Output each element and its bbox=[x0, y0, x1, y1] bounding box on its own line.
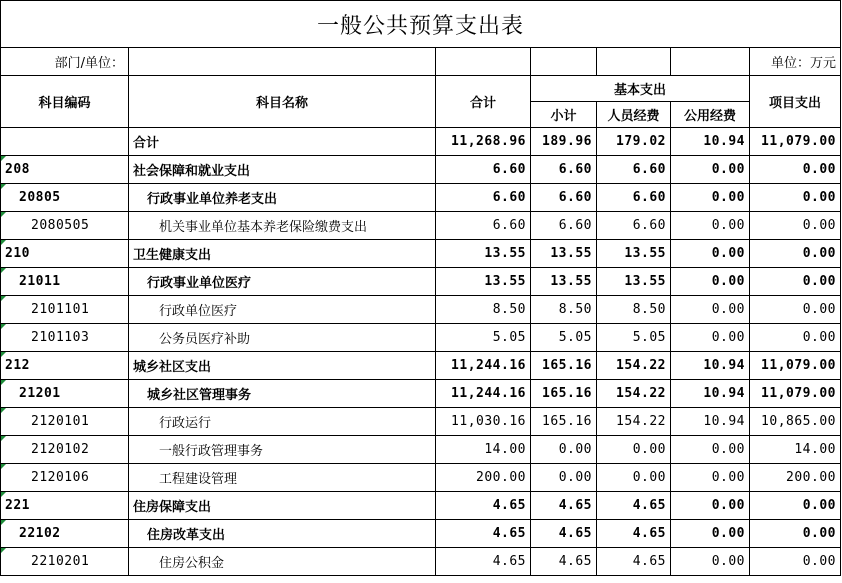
cell-name-text: 住房公积金 bbox=[159, 556, 225, 571]
error-indicator-icon bbox=[1, 520, 6, 525]
cell-name[interactable] bbox=[129, 156, 436, 184]
error-indicator-icon bbox=[1, 464, 6, 469]
cell-code-text: 2101101 bbox=[31, 302, 90, 317]
cell-code-text: 2210201 bbox=[31, 554, 90, 569]
cell-code[interactable] bbox=[1, 240, 129, 268]
cell-subtotal-text: 0.00 bbox=[558, 470, 592, 485]
cell-project[interactable] bbox=[750, 128, 841, 156]
cell-project[interactable] bbox=[750, 492, 841, 520]
cell-total-text: 4.65 bbox=[492, 498, 526, 513]
cell-public[interactable] bbox=[671, 268, 750, 296]
cell-public-text: 0.00 bbox=[711, 554, 745, 569]
cell-public[interactable] bbox=[671, 240, 750, 268]
cell-name[interactable] bbox=[129, 128, 436, 156]
cell-personnel[interactable] bbox=[597, 156, 671, 184]
cell-code[interactable] bbox=[1, 436, 129, 464]
table-row bbox=[1, 268, 841, 296]
table-row bbox=[1, 408, 841, 436]
cell-subtotal[interactable] bbox=[531, 492, 597, 520]
cell-project[interactable] bbox=[750, 464, 841, 492]
cell-project-text: 0.00 bbox=[802, 162, 836, 177]
cell-code[interactable] bbox=[1, 520, 129, 548]
cell-public-text: 0.00 bbox=[711, 190, 745, 205]
table-row bbox=[1, 520, 841, 548]
cell-personnel[interactable] bbox=[597, 128, 671, 156]
cell-code[interactable] bbox=[1, 128, 129, 156]
cell-public-text: 10.94 bbox=[703, 386, 745, 401]
cell-public-text: 10.94 bbox=[703, 414, 745, 429]
cell-total[interactable] bbox=[436, 296, 531, 324]
cell-subtotal-text: 4.65 bbox=[558, 554, 592, 569]
cell-subtotal[interactable] bbox=[531, 268, 597, 296]
cell-code[interactable] bbox=[1, 380, 129, 408]
cell-personnel-text: 4.65 bbox=[632, 526, 666, 541]
cell-project-text: 11,079.00 bbox=[761, 386, 836, 401]
cell-personnel-text: 0.00 bbox=[632, 442, 666, 457]
cell-personnel[interactable] bbox=[597, 408, 671, 436]
cell-project[interactable] bbox=[750, 296, 841, 324]
table-row bbox=[1, 436, 841, 464]
cell-total-text: 6.60 bbox=[492, 162, 526, 177]
cell-total-text: 11,244.16 bbox=[451, 386, 526, 401]
cell-public[interactable] bbox=[671, 212, 750, 240]
cell-total[interactable] bbox=[436, 184, 531, 212]
cell-name[interactable] bbox=[129, 184, 436, 212]
cell-public[interactable] bbox=[671, 324, 750, 352]
cell-subtotal-text: 6.60 bbox=[558, 162, 592, 177]
cell-public[interactable] bbox=[671, 296, 750, 324]
header-total: 合计 bbox=[436, 76, 531, 128]
cell-subtotal-text: 5.05 bbox=[558, 330, 592, 345]
cell-total-text: 11,244.16 bbox=[451, 358, 526, 373]
cell-project-text: 11,079.00 bbox=[761, 358, 836, 373]
cell-name-text: 行政单位医疗 bbox=[159, 304, 238, 319]
table-row bbox=[1, 548, 841, 576]
cell-personnel-text: 4.65 bbox=[632, 498, 666, 513]
cell-name-text: 城乡社区支出 bbox=[133, 360, 212, 375]
cell-code-text: 2120101 bbox=[31, 414, 90, 429]
error-indicator-icon bbox=[1, 548, 6, 553]
cell-project[interactable] bbox=[750, 156, 841, 184]
cell-name-text: 一般行政管理事务 bbox=[159, 444, 264, 459]
meta-empty-cell[interactable] bbox=[531, 48, 597, 76]
cell-code[interactable] bbox=[1, 352, 129, 380]
cell-subtotal-text: 165.16 bbox=[542, 358, 592, 373]
cell-project-text: 10,865.00 bbox=[761, 414, 836, 429]
cell-total[interactable] bbox=[436, 324, 531, 352]
cell-code[interactable] bbox=[1, 324, 129, 352]
cell-name-text: 合计 bbox=[133, 136, 160, 151]
cell-project-text: 0.00 bbox=[802, 554, 836, 569]
cell-subtotal[interactable] bbox=[531, 464, 597, 492]
cell-personnel[interactable] bbox=[597, 184, 671, 212]
table-row bbox=[1, 492, 841, 520]
error-indicator-icon bbox=[1, 212, 6, 217]
cell-name-text: 行政运行 bbox=[159, 416, 212, 431]
cell-subtotal-text: 4.65 bbox=[558, 498, 592, 513]
cell-public-text: 0.00 bbox=[711, 218, 745, 233]
cell-project[interactable] bbox=[750, 240, 841, 268]
cell-public-text: 0.00 bbox=[711, 162, 745, 177]
cell-code[interactable] bbox=[1, 296, 129, 324]
table-row bbox=[1, 352, 841, 380]
cell-total[interactable] bbox=[436, 380, 531, 408]
total-row bbox=[1, 128, 841, 156]
cell-subtotal-text: 189.96 bbox=[542, 134, 592, 149]
cell-subtotal-text: 6.60 bbox=[558, 190, 592, 205]
cell-subtotal-text: 8.50 bbox=[558, 302, 592, 317]
cell-name-text: 行政事业单位养老支出 bbox=[147, 192, 278, 207]
cell-total-text: 11,030.16 bbox=[451, 414, 526, 429]
cell-public[interactable] bbox=[671, 436, 750, 464]
meta-empty-cell[interactable] bbox=[671, 48, 750, 76]
cell-personnel[interactable] bbox=[597, 520, 671, 548]
cell-name[interactable] bbox=[129, 408, 436, 436]
cell-name-text: 机关事业单位基本养老保险缴费支出 bbox=[159, 220, 368, 235]
cell-public[interactable] bbox=[671, 548, 750, 576]
cell-personnel[interactable] bbox=[597, 548, 671, 576]
cell-project-text: 11,079.00 bbox=[761, 134, 836, 149]
cell-total-text: 4.65 bbox=[492, 526, 526, 541]
cell-code-text: 20805 bbox=[19, 190, 61, 205]
error-indicator-icon bbox=[1, 408, 6, 413]
error-indicator-icon bbox=[1, 380, 6, 385]
cell-personnel-text: 5.05 bbox=[632, 330, 666, 345]
cell-total[interactable] bbox=[436, 156, 531, 184]
cell-name-text: 公务员医疗补助 bbox=[159, 332, 251, 347]
cell-personnel-text: 154.22 bbox=[616, 386, 666, 401]
cell-total-text: 14.00 bbox=[484, 442, 526, 457]
cell-subtotal[interactable] bbox=[531, 380, 597, 408]
cell-personnel[interactable] bbox=[597, 436, 671, 464]
header-subtotal: 小计 bbox=[531, 102, 597, 128]
cell-personnel[interactable] bbox=[597, 324, 671, 352]
meta-empty-cell[interactable] bbox=[597, 48, 671, 76]
cell-total[interactable] bbox=[436, 128, 531, 156]
cell-name[interactable] bbox=[129, 352, 436, 380]
error-indicator-icon bbox=[1, 324, 6, 329]
cell-code-text: 208 bbox=[5, 162, 30, 177]
table-row bbox=[1, 212, 841, 240]
error-indicator-icon bbox=[1, 296, 6, 301]
meta-empty-cell[interactable] bbox=[436, 48, 531, 76]
cell-public-text: 0.00 bbox=[711, 274, 745, 289]
cell-code-text: 21011 bbox=[19, 274, 61, 289]
cell-subtotal[interactable] bbox=[531, 240, 597, 268]
cell-public[interactable] bbox=[671, 184, 750, 212]
cell-total[interactable] bbox=[436, 212, 531, 240]
cell-name[interactable] bbox=[129, 212, 436, 240]
cell-project[interactable] bbox=[750, 380, 841, 408]
cell-subtotal[interactable] bbox=[531, 128, 597, 156]
cell-code-text: 22102 bbox=[19, 526, 61, 541]
cell-personnel-text: 154.22 bbox=[616, 358, 666, 373]
cell-name[interactable] bbox=[129, 436, 436, 464]
table-row bbox=[1, 296, 841, 324]
dept-value-cell[interactable] bbox=[129, 48, 436, 76]
cell-total[interactable] bbox=[436, 352, 531, 380]
cell-subtotal[interactable] bbox=[531, 324, 597, 352]
cell-public[interactable] bbox=[671, 128, 750, 156]
error-indicator-icon bbox=[1, 268, 6, 273]
cell-total[interactable] bbox=[436, 268, 531, 296]
cell-subtotal-text: 4.65 bbox=[558, 526, 592, 541]
table-row bbox=[1, 464, 841, 492]
cell-name[interactable] bbox=[129, 548, 436, 576]
cell-total[interactable] bbox=[436, 408, 531, 436]
cell-project-text: 0.00 bbox=[802, 302, 836, 317]
cell-total-text: 11,268.96 bbox=[451, 134, 526, 149]
cell-code-text: 210 bbox=[5, 246, 30, 261]
cell-public[interactable] bbox=[671, 156, 750, 184]
cell-project-text: 14.00 bbox=[794, 442, 836, 457]
cell-public-text: 0.00 bbox=[711, 442, 745, 457]
cell-personnel-text: 6.60 bbox=[632, 162, 666, 177]
cell-name-text: 工程建设管理 bbox=[159, 472, 238, 487]
cell-total[interactable] bbox=[436, 520, 531, 548]
cell-personnel[interactable] bbox=[597, 240, 671, 268]
cell-public[interactable] bbox=[671, 352, 750, 380]
cell-code-text: 2120106 bbox=[31, 470, 90, 485]
cell-subtotal[interactable] bbox=[531, 520, 597, 548]
cell-subtotal[interactable] bbox=[531, 548, 597, 576]
cell-name[interactable] bbox=[129, 492, 436, 520]
cell-project-text: 0.00 bbox=[802, 246, 836, 261]
cell-total-text: 8.50 bbox=[492, 302, 526, 317]
cell-code[interactable] bbox=[1, 548, 129, 576]
cell-subtotal-text: 165.16 bbox=[542, 414, 592, 429]
cell-code[interactable] bbox=[1, 156, 129, 184]
cell-subtotal[interactable] bbox=[531, 296, 597, 324]
cell-public-text: 0.00 bbox=[711, 498, 745, 513]
cell-public-text: 0.00 bbox=[711, 246, 745, 261]
cell-project[interactable] bbox=[750, 324, 841, 352]
cell-personnel-text: 13.55 bbox=[624, 274, 666, 289]
cell-subtotal-text: 0.00 bbox=[558, 442, 592, 457]
header-name: 科目名称 bbox=[129, 76, 436, 128]
cell-project[interactable] bbox=[750, 212, 841, 240]
cell-public[interactable] bbox=[671, 520, 750, 548]
cell-personnel[interactable] bbox=[597, 352, 671, 380]
cell-total-text: 13.55 bbox=[484, 246, 526, 261]
cell-subtotal[interactable] bbox=[531, 352, 597, 380]
cell-subtotal[interactable] bbox=[531, 156, 597, 184]
cell-total-text: 4.65 bbox=[492, 554, 526, 569]
cell-project-text: 0.00 bbox=[802, 330, 836, 345]
cell-personnel-text: 0.00 bbox=[632, 470, 666, 485]
cell-code-text: 2120102 bbox=[31, 442, 90, 457]
cell-subtotal-text: 13.55 bbox=[550, 246, 592, 261]
cell-project-text: 0.00 bbox=[802, 274, 836, 289]
cell-code-text: 2080505 bbox=[31, 218, 90, 233]
error-indicator-icon bbox=[1, 492, 6, 497]
cell-project[interactable] bbox=[750, 268, 841, 296]
cell-subtotal-text: 165.16 bbox=[542, 386, 592, 401]
cell-public[interactable] bbox=[671, 464, 750, 492]
cell-public[interactable] bbox=[671, 492, 750, 520]
cell-total-text: 6.60 bbox=[492, 190, 526, 205]
cell-personnel-text: 4.65 bbox=[632, 554, 666, 569]
header-public: 公用经费 bbox=[671, 102, 750, 128]
cell-personnel[interactable] bbox=[597, 464, 671, 492]
cell-code[interactable] bbox=[1, 184, 129, 212]
cell-name[interactable] bbox=[129, 464, 436, 492]
cell-subtotal-text: 6.60 bbox=[558, 218, 592, 233]
cell-name[interactable] bbox=[129, 380, 436, 408]
header-basic: 基本支出 bbox=[531, 76, 750, 102]
cell-total[interactable] bbox=[436, 240, 531, 268]
cell-personnel-text: 8.50 bbox=[632, 302, 666, 317]
cell-name-text: 城乡社区管理事务 bbox=[147, 388, 252, 403]
cell-public-text: 0.00 bbox=[711, 526, 745, 541]
cell-public-text: 0.00 bbox=[711, 470, 745, 485]
cell-public-text: 10.94 bbox=[703, 358, 745, 373]
cell-total[interactable] bbox=[436, 548, 531, 576]
cell-public-text: 0.00 bbox=[711, 330, 745, 345]
table-row bbox=[1, 156, 841, 184]
cell-subtotal[interactable] bbox=[531, 212, 597, 240]
error-indicator-icon bbox=[1, 436, 6, 441]
cell-name[interactable] bbox=[129, 324, 436, 352]
cell-subtotal-text: 13.55 bbox=[550, 274, 592, 289]
cell-name[interactable] bbox=[129, 240, 436, 268]
cell-project[interactable] bbox=[750, 520, 841, 548]
cell-personnel-text: 179.02 bbox=[616, 134, 666, 149]
cell-code-text: 21201 bbox=[19, 386, 61, 401]
cell-code-text: 212 bbox=[5, 358, 30, 373]
cell-code-text: 221 bbox=[5, 498, 30, 513]
cell-project[interactable] bbox=[750, 408, 841, 436]
cell-project-text: 0.00 bbox=[802, 190, 836, 205]
cell-code[interactable] bbox=[1, 408, 129, 436]
cell-public[interactable] bbox=[671, 408, 750, 436]
cell-total-text: 6.60 bbox=[492, 218, 526, 233]
cell-name-text: 住房保障支出 bbox=[133, 500, 212, 515]
cell-code[interactable] bbox=[1, 268, 129, 296]
cell-personnel[interactable] bbox=[597, 492, 671, 520]
cell-personnel[interactable] bbox=[597, 268, 671, 296]
cell-personnel-text: 6.60 bbox=[632, 190, 666, 205]
header-personnel: 人员经费 bbox=[597, 102, 671, 128]
error-indicator-icon bbox=[1, 352, 6, 357]
header-code: 科目编码 bbox=[1, 76, 129, 128]
cell-name-text: 住房改革支出 bbox=[147, 528, 226, 543]
table-row bbox=[1, 184, 841, 212]
cell-project-text: 200.00 bbox=[786, 470, 836, 485]
cell-name-text: 行政事业单位医疗 bbox=[147, 276, 252, 291]
cell-name[interactable] bbox=[129, 520, 436, 548]
cell-project[interactable] bbox=[750, 184, 841, 212]
table-row bbox=[1, 324, 841, 352]
cell-code[interactable] bbox=[1, 492, 129, 520]
cell-personnel[interactable] bbox=[597, 380, 671, 408]
cell-subtotal[interactable] bbox=[531, 408, 597, 436]
cell-personnel-text: 154.22 bbox=[616, 414, 666, 429]
cell-public-text: 0.00 bbox=[711, 302, 745, 317]
cell-total-text: 5.05 bbox=[492, 330, 526, 345]
cell-name-text: 卫生健康支出 bbox=[133, 248, 212, 263]
cell-project[interactable] bbox=[750, 548, 841, 576]
cell-code[interactable] bbox=[1, 464, 129, 492]
error-indicator-icon bbox=[1, 156, 6, 161]
cell-project[interactable] bbox=[750, 352, 841, 380]
cell-total[interactable] bbox=[436, 464, 531, 492]
cell-public[interactable] bbox=[671, 380, 750, 408]
cell-name[interactable] bbox=[129, 296, 436, 324]
cell-name-text: 社会保障和就业支出 bbox=[133, 164, 251, 179]
cell-code[interactable] bbox=[1, 212, 129, 240]
table-row bbox=[1, 240, 841, 268]
unit-label: 单位：万元 bbox=[750, 48, 841, 76]
cell-project-text: 0.00 bbox=[802, 498, 836, 513]
cell-subtotal[interactable] bbox=[531, 184, 597, 212]
cell-project-text: 0.00 bbox=[802, 526, 836, 541]
cell-public-text: 10.94 bbox=[703, 134, 745, 149]
header-project: 项目支出 bbox=[750, 76, 841, 128]
cell-project-text: 0.00 bbox=[802, 218, 836, 233]
cell-project[interactable] bbox=[750, 436, 841, 464]
cell-personnel[interactable] bbox=[597, 296, 671, 324]
cell-personnel-text: 13.55 bbox=[624, 246, 666, 261]
cell-personnel-text: 6.60 bbox=[632, 218, 666, 233]
cell-code-text: 2101103 bbox=[31, 330, 90, 345]
cell-personnel[interactable] bbox=[597, 212, 671, 240]
cell-total-text: 200.00 bbox=[476, 470, 526, 485]
sheet-title: 一般公共预算支出表 bbox=[1, 1, 841, 48]
cell-total[interactable] bbox=[436, 492, 531, 520]
dept-label: 部门/单位： bbox=[1, 48, 129, 76]
cell-total-text: 13.55 bbox=[484, 274, 526, 289]
cell-name[interactable] bbox=[129, 268, 436, 296]
cell-subtotal[interactable] bbox=[531, 436, 597, 464]
cell-total[interactable] bbox=[436, 436, 531, 464]
error-indicator-icon bbox=[1, 184, 6, 189]
table-row bbox=[1, 380, 841, 408]
error-indicator-icon bbox=[1, 240, 6, 245]
